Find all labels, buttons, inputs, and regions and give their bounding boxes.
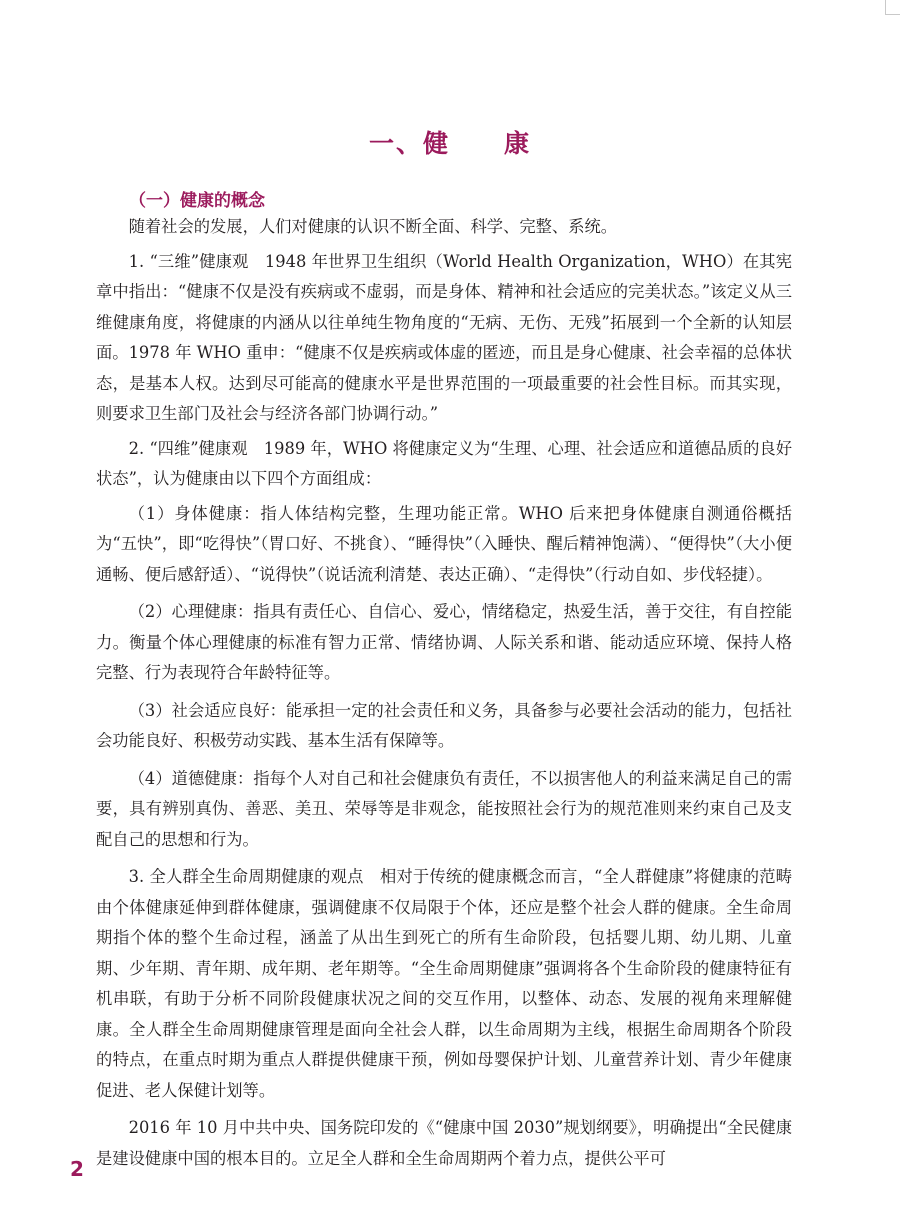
paragraph-physical-health: （1）身体健康：指人体结构完整，生理功能正常。WHO 后来把身体健康自测通俗概括为“五快”，即“吃得快”（胃口好、不挑食）、“睡得快”（入睡快、醒后精神饱满）、“便得快”（大小便通畅、便后感舒适）、“说得快”（说话流利清楚、表达正确）、“走得快”（行动自如、步伐轻捷）。 [96,503,792,584]
paragraph-moral-health: （4）道德健康：指每个人对自己和社会健康负有责任，不以损害他人的利益来满足自己的需要，具有辨别真伪、善恶、美丑、荣辱等是非观念，能按照社会行为的规范准则来约束自己及支配自己的思想和行为。 [96,768,792,849]
page-number: 2 [70,1157,84,1181]
section-heading: （一）健康的概念 [129,191,265,211]
paragraph-four-dimensional-view: 2. “四维”健康观 1989 年，WHO 将健康定义为“生理、心理、社会适应和道德品质的良好状态”，认为健康由以下四个方面组成： [96,438,792,488]
paragraph-healthy-china-2030: 2016 年 10 月中共中央、国务院印发的《“健康中国 2030”规划纲要》，明确提出“全民健康是建设健康中国的根本目的。立足全人群和全生命周期两个着力点，提供公平可 [96,1118,792,1168]
chapter-title: 一、健 康 [368,129,531,158]
paragraph-lifecycle-health: 3. 全人群全生命周期健康的观点 相对于传统的健康概念而言，“全人群健康”将健康的范畴由个体健康延伸到群体健康，强调健康不仅局限于个体，还应是整个社会人群的健康。全生命周期指个体的整个生命过程，涵盖了从出生到死亡的所有生命阶段，包括婴儿期、幼儿期、儿童期、少年期、青年期、成年期、老年期等。“全生命周期健康”强调将各个生命阶段的健康特征有机串联，有助于分析不同阶段健康状况之间的交互作用，以整体、动态、发展的视角来理解健康。全人群全生命周期健康管理是面向全社会人群，以生命周期为主线，根据生命周期各个阶段的特点，在重点时期为重点人群提供健康干预，例如母婴保护计划、儿童营养计划、青少年健康促进、老人保健计划等。 [96,867,792,1100]
body-text [96,212,792,1178]
paragraph-mental-health: （2）心理健康：指具有责任心、自信心、爱心，情绪稳定，热爱生活，善于交往，有自控能力。衡量个体心理健康的标准有智力正常、情绪协调、人际关系和谐、能动适应环境、保持人格完整、行为表现符合年龄特征等。 [96,602,792,682]
page-corner-mark [885,0,900,15]
paragraph-social-adaptation: （3）社会适应良好：能承担一定的社会责任和义务，具备参与必要社会活动的能力，包括社会功能良好、积极劳动实践、基本生活有保障等。 [96,700,792,750]
paragraph-three-dimensional-view: 1. “三维”健康观 1948 年世界卫生组织（World Health Organization，WHO）在其宪章中指出：“健康不仅是没有疾病或不虚弱，而是身体、精神和社会适应的完美状态。”该定义从三维健康角度，将健康的内涵从以往单纯生物角度的“无病、无伤、无残”拓展到一个全新的认知层面。1978 年 WHO 重申：“健康不仅是疾病或体虚的匿迹，而且是身心健康、社会幸福的总体状态，是基本人权。达到尽可能高的健康水平是世界范围的一项最重要的社会性目标。而其实现，则要求卫生部门及社会与经济各部门协调行动。” [96,251,792,423]
paragraph-intro: 随着社会的发展，人们对健康的认识不断全面、科学、完整、系统。 [128,217,618,236]
